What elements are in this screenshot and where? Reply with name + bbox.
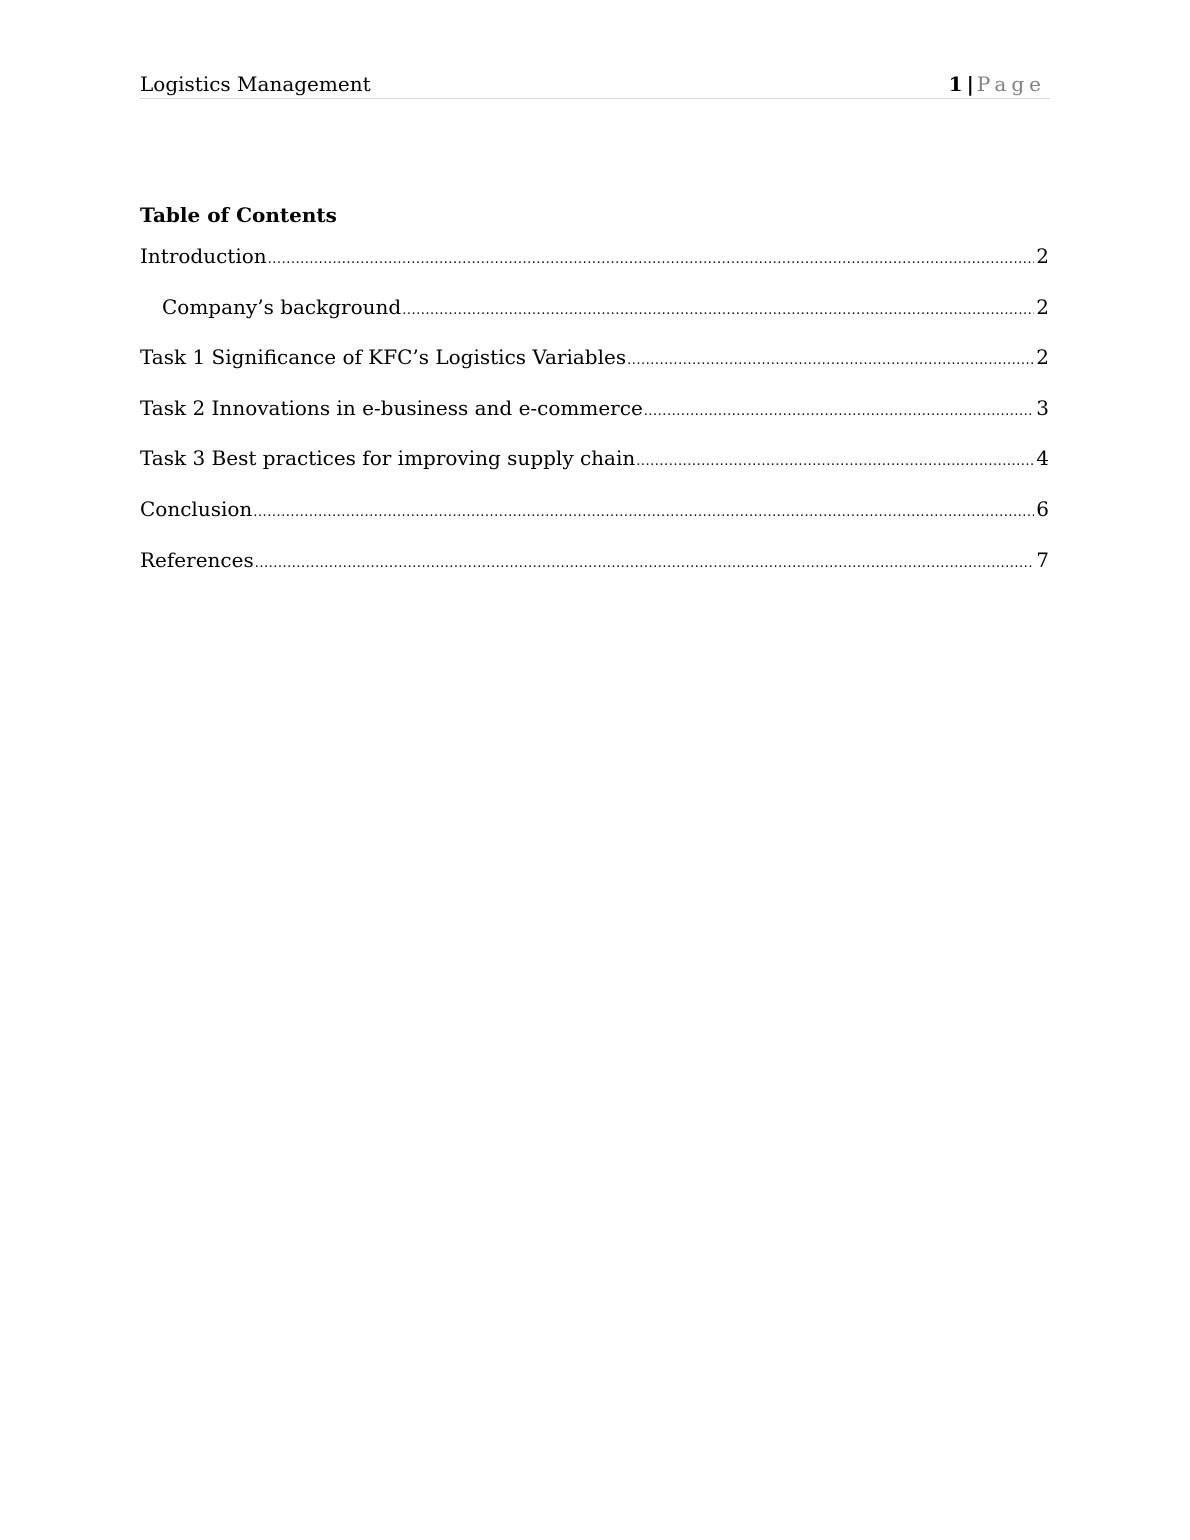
toc-entry-page: 7 [1036,547,1049,572]
toc-entry-page: 2 [1036,244,1049,268]
toc-entry-label: Company’s background [162,294,402,319]
toc-entry-company-background[interactable] [140,293,1049,344]
toc-entry-label: Task 1 Significance of KFC’s Logistics Variables [140,345,627,370]
toc-entry-introduction[interactable] [140,242,1049,293]
toc-entry-page: 3 [1036,395,1049,420]
toc-entry-task-3[interactable] [140,444,1049,495]
toc-entry-label: Introduction [140,244,267,268]
toc-entry-page: 6 [1036,496,1049,521]
toc-dot-leader [268,246,1035,274]
toc-entry-label: Task 3 Best practices for improving supply chain [140,446,636,471]
toc-entry-label: Task 2 Innovations in e-business and e-commerce [140,395,643,420]
toc-entry-page: 4 [1036,446,1049,471]
page-word: Page [976,72,1046,96]
page-separator: | [966,72,974,96]
toc-list [140,242,1049,596]
toc-dot-leader [644,398,1034,426]
document-title: Logistics Management [140,72,371,96]
toc-dot-leader [255,550,1035,578]
toc-entry-page: 2 [1036,345,1049,370]
toc-heading: Table of Contents [140,203,337,227]
toc-entry-page: 2 [1036,294,1049,319]
toc-dot-leader [627,347,1034,375]
page-header [140,70,1050,99]
toc-dot-leader [636,448,1034,476]
toc-entry-conclusion[interactable] [140,495,1049,546]
toc-entry-label: Conclusion [140,496,253,521]
toc-entry-references[interactable] [140,546,1049,597]
toc-entry-label: References [140,547,254,572]
toc-dot-leader [253,499,1034,527]
toc-entry-task-1[interactable] [140,343,1049,394]
page-number: 1 [948,72,963,96]
page-indicator [949,72,1046,96]
toc-dot-leader [402,297,1034,325]
toc-entry-task-2[interactable] [140,394,1049,445]
